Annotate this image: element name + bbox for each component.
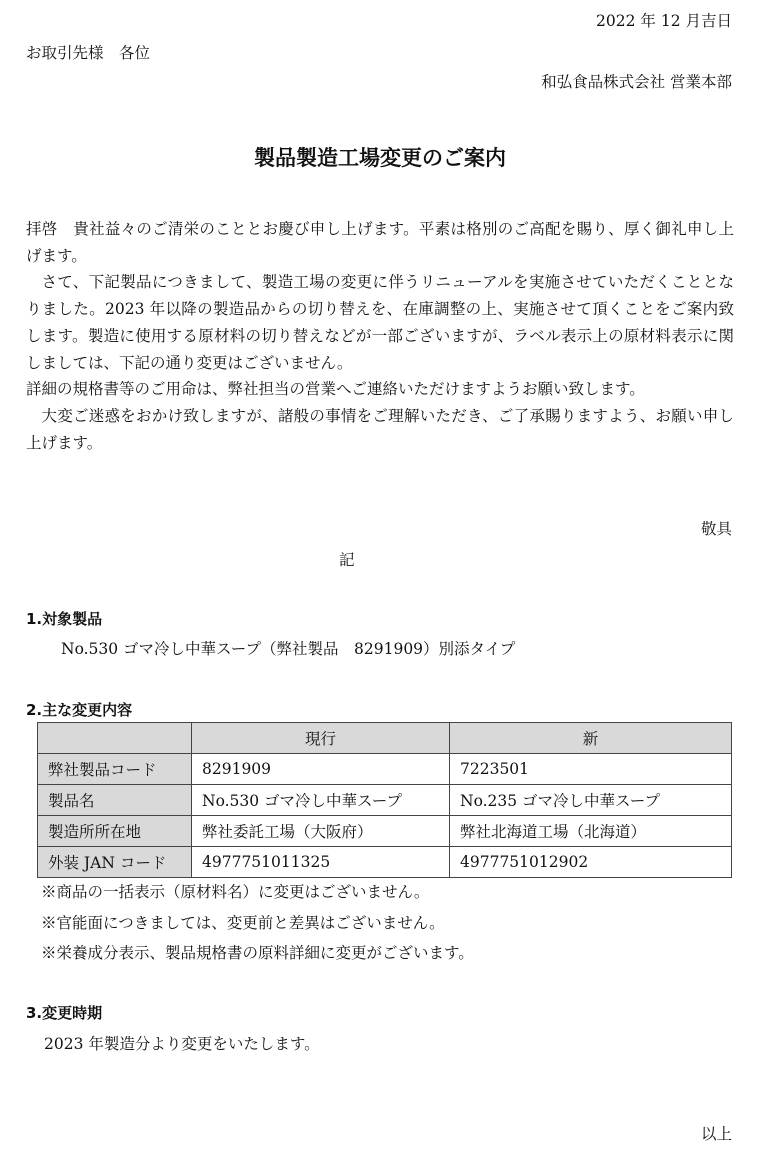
- current-value: 4977751011325: [192, 847, 450, 878]
- letter-body: [26, 216, 734, 456]
- row-label: 外装 JAN コード: [38, 847, 192, 878]
- note: ※官能面につきましては、変更前と差異はございません。: [41, 914, 445, 932]
- body-paragraph-greeting: 拝啓 貴社益々のご清栄のこととお慶び申し上げます。平素は格別のご高配を賜り、厚く御礼申し上げます。: [26, 220, 734, 265]
- end-marker: 以上: [700, 1125, 732, 1143]
- body-paragraph-specs: 詳細の規格書等のご用命は、弊社担当の営業へご連絡いただけますようお願い致します。: [26, 380, 645, 399]
- sender: 和弘食品株式会社 営業本部: [541, 73, 732, 91]
- closing: 敬具: [700, 520, 732, 538]
- table-header-cell: 現行: [192, 723, 450, 754]
- table-row: [38, 847, 732, 878]
- new-value: 弊社北海道工場（北海道）: [450, 816, 732, 847]
- change-table: [37, 722, 732, 878]
- section3-heading: 3.変更時期: [26, 1004, 103, 1022]
- table-header-cell: 新: [450, 723, 732, 754]
- current-value: 弊社委託工場（大阪府）: [192, 816, 450, 847]
- target-product: No.530 ゴマ冷し中華スープ（弊社製品 8291909）別添タイプ: [61, 640, 516, 658]
- row-label: 製品名: [38, 785, 192, 816]
- new-value: 7223501: [450, 754, 732, 785]
- current-value: No.530 ゴマ冷し中華スープ: [192, 785, 450, 816]
- change-timing: 2023 年製造分より変更をいたします。: [44, 1035, 320, 1053]
- section1-heading: 1.対象製品: [26, 610, 103, 628]
- body-paragraph-announcement: さて、下記製品につきまして、製造工場の変更に伴うリニューアルを実施させていただくこととなりました。2023 年以降の製造品からの切り替えを、在庫調整の上、実施させて頂くことをご案内致します。製造に使用する原材料の切り替えなどが一部ございますが、ラベル表示上の原材料表示に関しましては、下記の通り変更はございません。: [26, 273, 734, 372]
- row-label: 製造所所在地: [38, 816, 192, 847]
- note: ※商品の一括表示（原材料名）に変更はございません。: [41, 883, 430, 901]
- new-value: 4977751012902: [450, 847, 732, 878]
- new-value: No.235 ゴマ冷し中華スープ: [450, 785, 732, 816]
- table-row: [38, 754, 732, 785]
- section2-heading: 2.主な変更内容: [26, 701, 133, 719]
- table-row: [38, 785, 732, 816]
- table-row: [38, 816, 732, 847]
- document-title: 製品製造工場変更のご案内: [254, 146, 506, 170]
- ki-marker: 記: [339, 551, 355, 569]
- table-header-row: [38, 723, 732, 754]
- body-paragraph-apology: 大変ご迷惑をおかけ致しますが、諸般の事情をご理解いただき、ご了承賜りますよう、お願い申し上げます。: [26, 406, 734, 452]
- table-header-cell: [38, 723, 192, 754]
- row-label: 弊社製品コード: [38, 754, 192, 785]
- note: ※栄養成分表示、製品規格書の原料詳細に変更がございます。: [41, 944, 474, 962]
- recipient: お取引先様 各位: [26, 44, 151, 62]
- letter-date: 2022 年 12 月吉日: [596, 12, 732, 30]
- current-value: 8291909: [192, 754, 450, 785]
